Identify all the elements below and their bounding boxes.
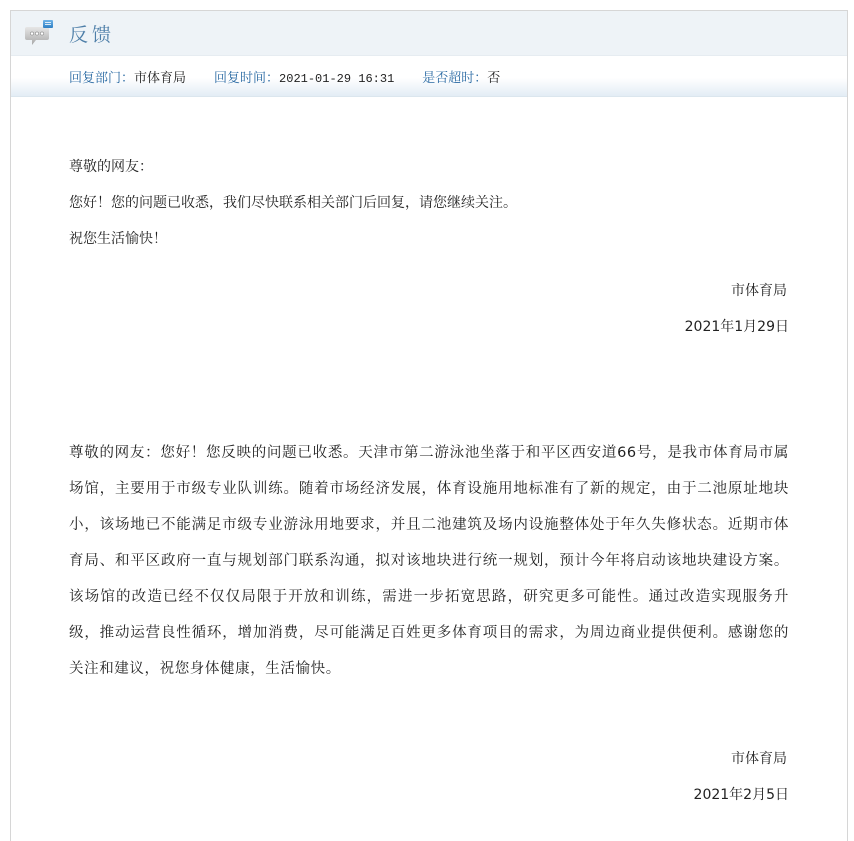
reply-body: 您好！您的问题已收悉，我们尽快联系相关部门后回复，请您继续关注。 bbox=[69, 195, 517, 211]
reply-second-body: 尊敬的网友：您好！您反映的问题已收悉。天津市第二游泳池坐落于和平区西安道66号，是我市体育局市属场馆，主要用于市级专业队训练。随着市场经济发展，体育设施用地标准有了新的规定，由于二池原址地块小，该场地已不能满足市级专业游泳用地要求，并且二池建筑及场内设施整体处于年久失修状态。近期市体育局、和平区政府一直与规划部门联系沟通，拟对该地块进行统一规划，预计今年将启动该地块建设方案。该场馆的改造已经不仅仅局限于开放和训练，需进一步拓宽思路，研究更多可能性。通过改造实现服务升级，推动运营良性循环，增加消费，尽可能满足百姓更多体育项目的需求，为周边商业提供便利。感谢您的关注和建议，祝您身体健康，生活愉快。 bbox=[69, 445, 789, 677]
reply-department-label: 回复部门： bbox=[69, 70, 135, 86]
reply-time-label: 回复时间： bbox=[214, 70, 280, 86]
closing: 祝您生活愉快！ bbox=[69, 231, 167, 247]
signature-date: 2021年2月5日 bbox=[693, 787, 789, 803]
feedback-header bbox=[11, 11, 847, 56]
overdue-status bbox=[422, 67, 500, 86]
signature-org: 市体育局 bbox=[731, 283, 787, 299]
reply-department bbox=[69, 67, 186, 86]
reply-meta-bar bbox=[11, 56, 847, 97]
reply-department-value: 市体育局 bbox=[134, 70, 187, 86]
greeting: 尊敬的网友： bbox=[69, 159, 153, 175]
chat-bubble-icon bbox=[25, 18, 55, 48]
reply-time-value: 2021-01-29 16:31 bbox=[279, 71, 395, 86]
overdue-label: 是否超时： bbox=[422, 70, 488, 86]
overdue-value: 否 bbox=[487, 70, 501, 86]
reply-time bbox=[214, 67, 394, 86]
feedback-panel bbox=[10, 10, 848, 841]
signature-org: 市体育局 bbox=[731, 751, 787, 767]
reply-first-signature bbox=[685, 273, 789, 345]
reply-second-signature bbox=[694, 741, 789, 813]
signature-date: 2021年1月29日 bbox=[684, 319, 789, 335]
page-title: 反馈 bbox=[69, 23, 116, 46]
reply-first bbox=[69, 149, 789, 257]
